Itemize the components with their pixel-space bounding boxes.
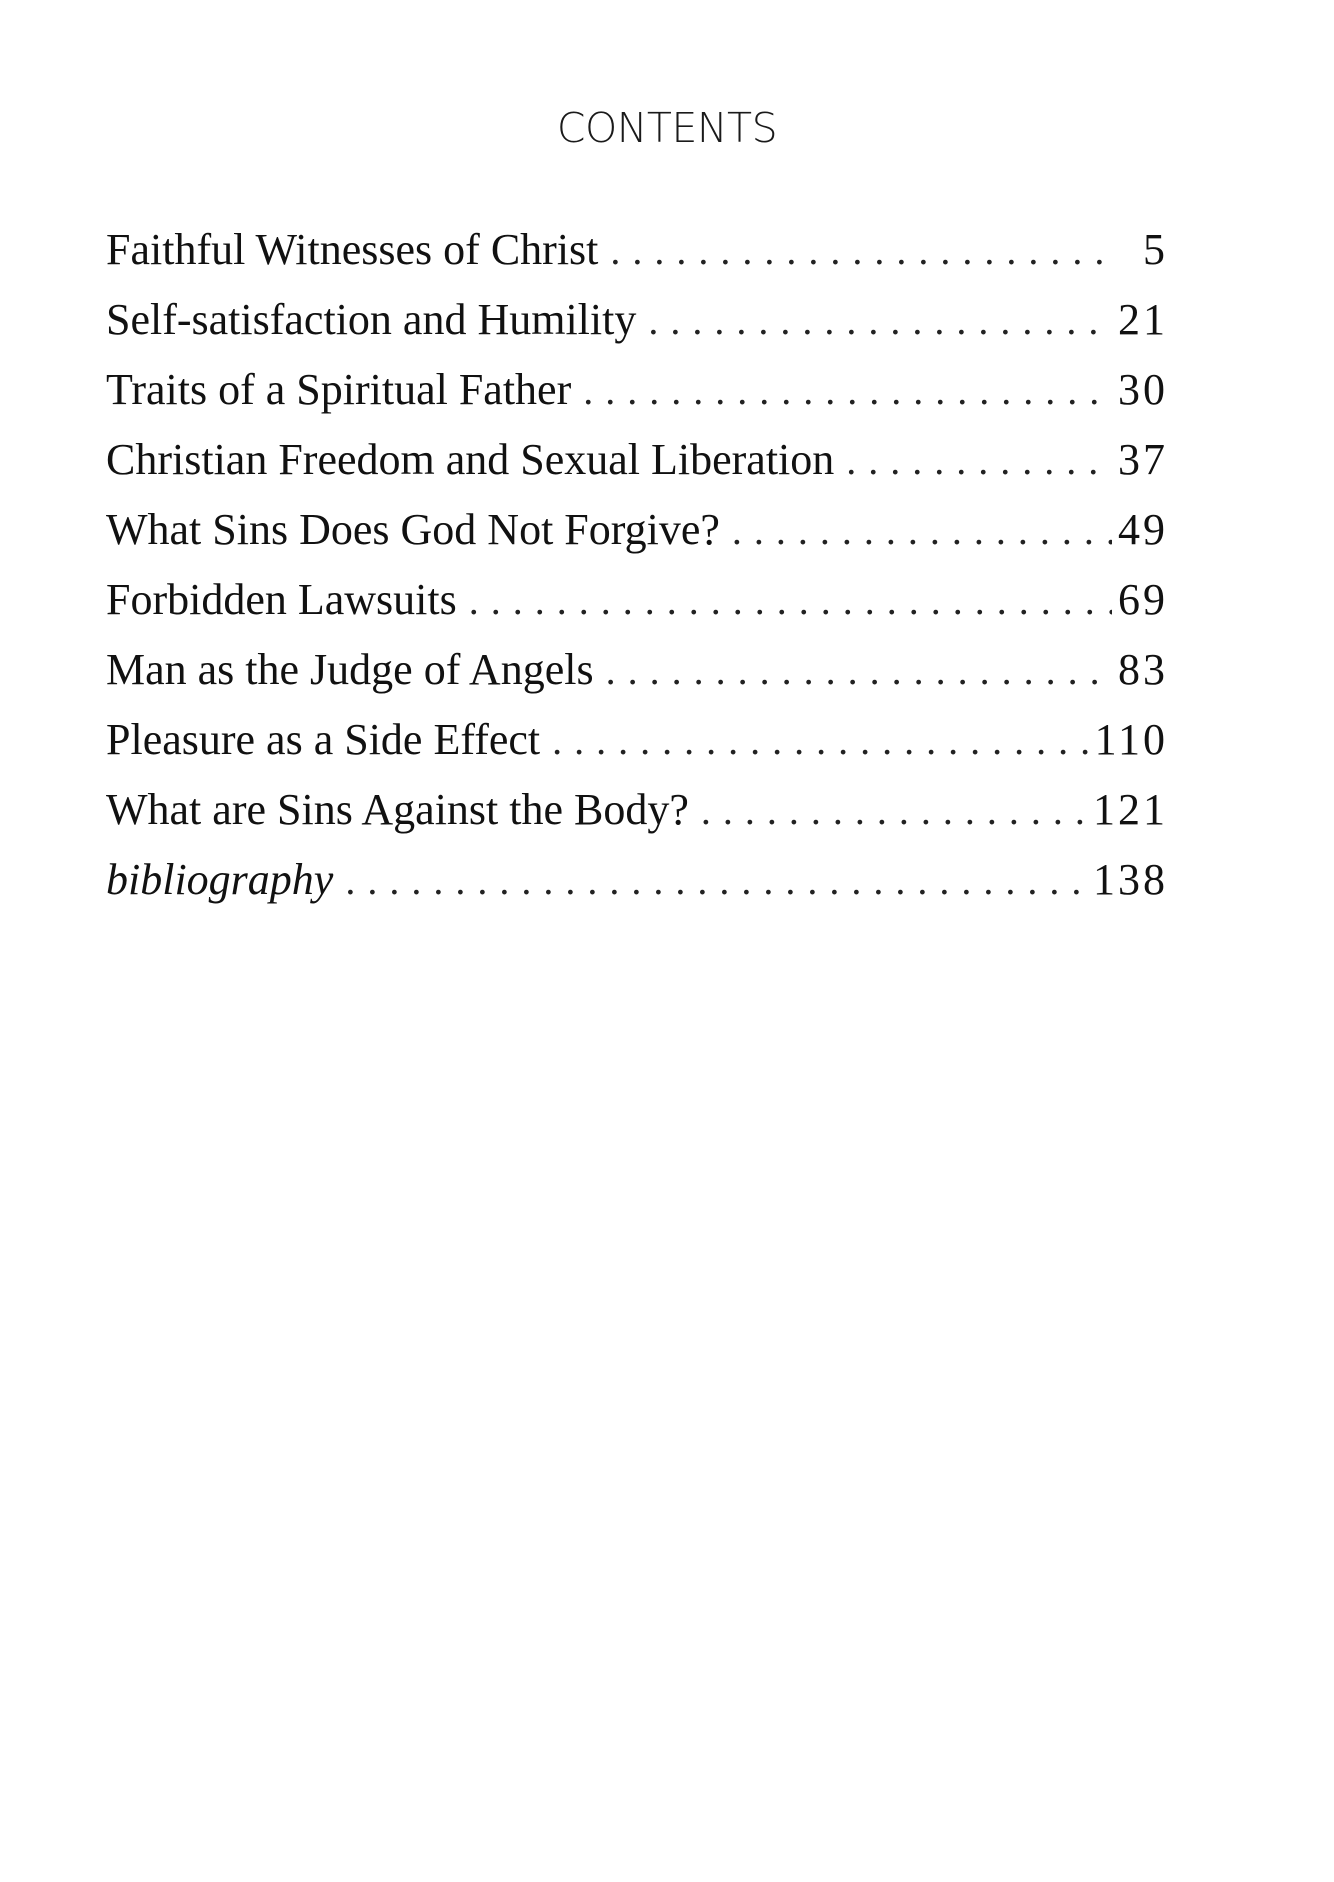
toc-entry-page-number: 37 (1118, 435, 1168, 484)
toc-entry-page-number: 83 (1118, 645, 1168, 694)
toc-entry-sins-not-forgiven[interactable] (106, 495, 1168, 565)
toc-entry-title: Forbidden Lawsuits (106, 575, 457, 624)
dot-leader (583, 356, 1112, 425)
toc-entry-title: Faithful Witnesses of Christ (106, 225, 599, 274)
dot-leader (732, 496, 1112, 565)
dot-leader (610, 216, 1114, 285)
toc-entry-page-number: 110 (1094, 715, 1168, 764)
toc-entry-page-number: 30 (1118, 365, 1168, 414)
dot-leader (606, 636, 1112, 705)
toc-entry-page-number: 69 (1118, 575, 1168, 624)
toc-list (106, 215, 1168, 915)
toc-entry-christian-freedom[interactable] (106, 425, 1168, 495)
dot-leader (552, 706, 1088, 775)
toc-entry-page-number: 21 (1118, 295, 1168, 344)
toc-entry-page-number: 138 (1093, 855, 1168, 904)
toc-entry-self-satisfaction[interactable] (106, 285, 1168, 355)
dot-leader (345, 846, 1087, 915)
dot-leader (469, 566, 1112, 635)
toc-entry-page-number: 121 (1093, 785, 1168, 834)
toc-entry-title: What are Sins Against the Body? (106, 785, 689, 834)
toc-entry-title: Christian Freedom and Sexual Liberation (106, 435, 835, 484)
contents-heading: CONTENTS (556, 104, 778, 152)
toc-entry-title: Man as the Judge of Angels (106, 645, 594, 694)
toc-entry-bibliography[interactable] (106, 845, 1168, 915)
toc-entry-sins-against-body[interactable] (106, 775, 1168, 845)
toc-entry-page-number: 5 (1143, 225, 1168, 274)
dot-leader (701, 776, 1087, 845)
dot-leader (648, 286, 1112, 355)
toc-entry-title: What Sins Does God Not Forgive? (106, 505, 720, 554)
toc-entry-judge-of-angels[interactable] (106, 635, 1168, 705)
toc-entry-title: Self-satisfaction and Humility (106, 295, 637, 344)
toc-entry-page-number: 49 (1118, 505, 1168, 554)
toc-entry-faithful-witnesses[interactable] (106, 215, 1168, 285)
toc-entry-title: Pleasure as a Side Effect (106, 715, 541, 764)
toc-entry-forbidden-lawsuits[interactable] (106, 565, 1168, 635)
toc-entry-title: Traits of a Spiritual Father (106, 365, 572, 414)
dot-leader (846, 426, 1112, 495)
toc-entry-title: bibliography (106, 855, 334, 904)
toc-entry-traits-spiritual-father[interactable] (106, 355, 1168, 425)
toc-entry-pleasure-side-effect[interactable] (106, 705, 1168, 775)
